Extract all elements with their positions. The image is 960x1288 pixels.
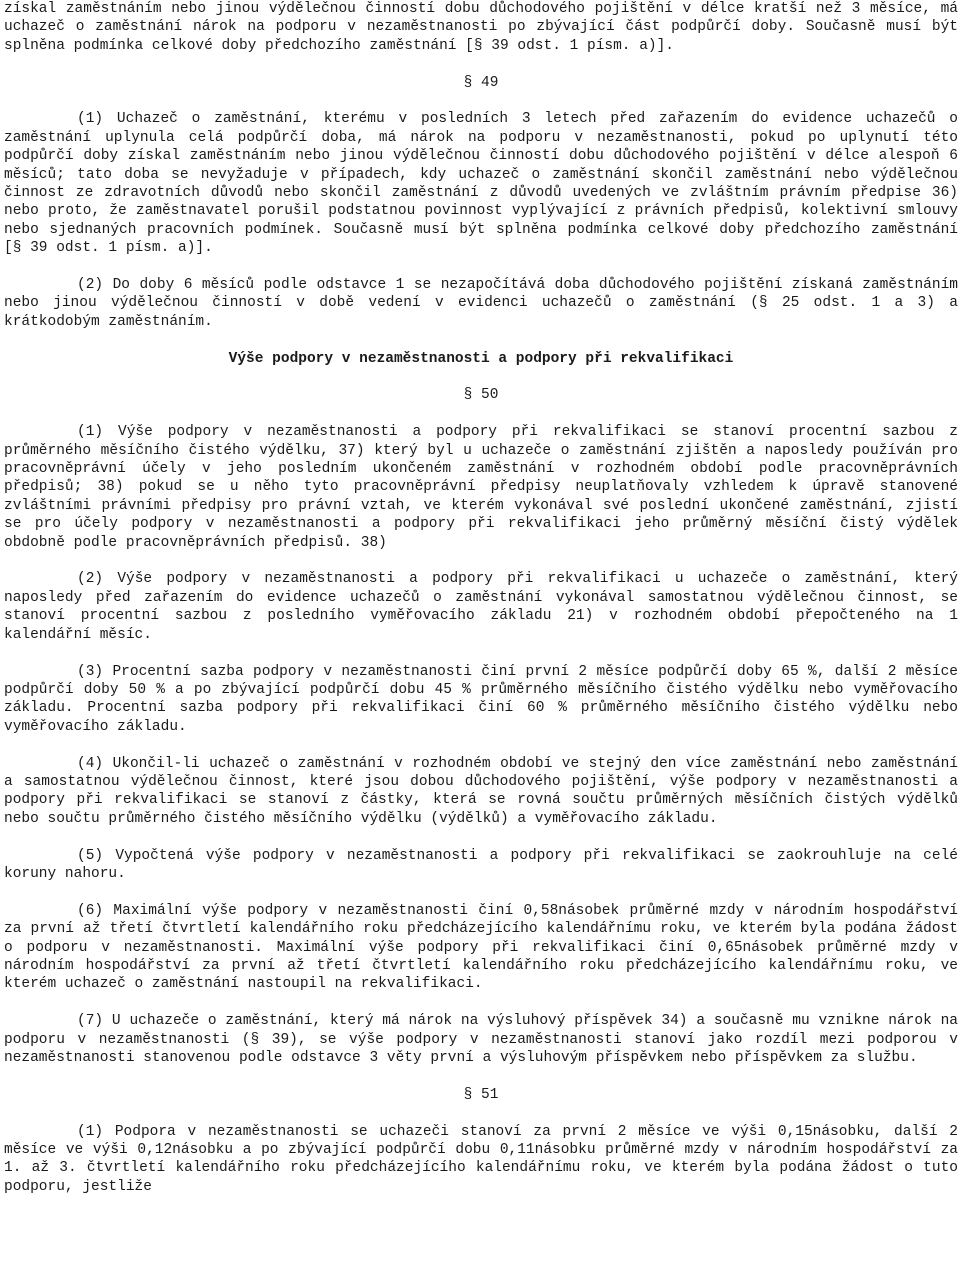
document-page bbox=[4, 0, 958, 1196]
paragraph-49-1: (1) Uchazeč o zaměstnání, kterému v posledních 3 letech před zařazením do evidence uchazečů o zaměstnání uplynula celá podpůrčí doba, má nárok na podporu v nezaměstnanosti, pokud po uplynutí této podpůrčí doby získal zaměstnáním nebo jinou výdělečnou činností dobu důchodového pojištění v délce alespoň 6 měsíců; tato doba se nevyžaduje v případech, kdy uchazeč o zaměstnání skončil zaměstnání nebo výdělečnou činnost ze zdravotních důvodů nebo skončil zaměstnání z důvodů uvedených ve zvláštním právním předpise 36) nebo proto, že zaměstnavatel porušil podstatnou povinnost vyplývající z právních předpisů, kolektivní smlouvy nebo sjednaných pracovních podmínek. Současně musí být splněna podmínka celkové doby předchozího zaměstnání [§ 39 odst. 1 písm. a)]. bbox=[4, 111, 958, 257]
paragraph-49-2: (2) Do doby 6 měsíců podle odstavce 1 se nezapočítává doba důchodového pojištění získaná zaměstnáním nebo jinou výdělečnou činností v době vedení v evidenci uchazečů o zaměstnání (§ 25 odst. 1 a 3) a krátkodobým zaměstnáním. bbox=[4, 277, 958, 330]
paragraph-50-7: (7) U uchazeče o zaměstnání, který má nárok na výsluhový příspěvek 34) a současně mu vznikne nárok na podporu v nezaměstnanosti (§ 39), se výše podpory v nezaměstnanosti stanoví jako rozdíl mezi podporou v nezaměstnanosti stanovenou podle odstavce 3 věty první a výsluhovým příspěvkem nebo příspěvkem za službu. bbox=[4, 1013, 958, 1066]
paragraph-50-2: (2) Výše podpory v nezaměstnanosti a podpory při rekvalifikaci u uchazeče o zaměstnání, který naposledy před zařazením do evidence uchazečů o zaměstnání vykonával samostatnou výdělečnou činnost, se stanoví procentní sazbou z posledního vyměřovacího základu 21) v rozhodném období přepočteného na 1 kalendářní měsíc. bbox=[4, 571, 958, 643]
section-heading-51: § 51 bbox=[463, 1086, 499, 1103]
paragraph-50-6: (6) Maximální výše podpory v nezaměstnanosti činí 0,58násobek průměrné mzdy v národním hospodářství za první až třetí čtvrtletí kalendářního roku předcházejícího kalendářnímu roku, ve kterém byla podána žádost o podporu v nezaměstnanosti. Maximální výše podpory při rekvalifikaci činí 0,65násobek průměrné mzdy v národním hospodářství za první až třetí čtvrtletí kalendářního roku předcházejícího kalendářnímu roku, ve kterém uchazeč o zaměstnání nastoupil na rekvalifikaci. bbox=[4, 902, 958, 993]
section-heading-49: § 49 bbox=[463, 74, 499, 91]
paragraph-50-5: (5) Vypočtená výše podpory v nezaměstnanosti a podpory při rekvalifikaci se zaokrouhluje na celé koruny nahoru. bbox=[4, 847, 958, 882]
paragraph-50-1: (1) Výše podpory v nezaměstnanosti a podpory při rekvalifikaci se stanoví procentní sazbou z průměrného měsíčního čistého výdělku, 37) který byl u uchazeče o zaměstnání zjištěn a naposledy používán pro pracovněprávní účely v jeho posledním ukončeném zaměstnání v rozhodném období podle pracovněprávních předpisů; 38) pokud se u něho tyto pracovněprávní předpisy neuplatňovaly vzhledem k úpravě stanovené zvláštními právními předpisy pro právní vztah, ve kterém vykonával své poslední ukončené zaměstnání, zjistí se pro účely podpory v nezaměstnanosti a podpory při rekvalifikaci jeho průměrný měsíční čistý výdělek obdobně podle pracovněprávních předpisů. 38) bbox=[4, 424, 958, 551]
section-heading-50: § 50 bbox=[463, 387, 499, 404]
paragraph-50-4: (4) Ukončil-li uchazeč o zaměstnání v rozhodném období ve stejný den více zaměstnání nebo zaměstnání a samostatnou výdělečnou činnost, které jsou dobou důchodového pojištění, výše podpory v nezaměstnanosti a podpory při rekvalifikaci se stanoví z částky, která se rovná součtu průměrných měsíčních čistých výdělků nebo součtu průměrného čistého měsíčního výdělku (výdělků) a vyměřovacího základu. bbox=[4, 755, 958, 827]
paragraph-50-3: (3) Procentní sazba podpory v nezaměstnanosti činí první 2 měsíce podpůrčí doby 65 %, další 2 měsíce podpůrčí doby 50 % a po zbývající podpůrčí dobu 45 % průměrného měsíčního čistého výdělku nebo vyměřovacího základu. Procentní sazba podpory při rekvalifikaci činí 60 % průměrného měsíčního čistého výdělku nebo vyměřovacího základu. bbox=[4, 663, 958, 735]
chapter-title: Výše podpory v nezaměstnanosti a podpory při rekvalifikaci bbox=[228, 350, 734, 367]
intro-paragraph: získal zaměstnáním nebo jinou výdělečnou činností dobu důchodového pojištění v délce kratší než 3 měsíce, má uchazeč o zaměstnání nárok na podporu v nezaměstnanosti po zbývající část podpůrčí doby. Současně musí být splněna podmínka celkové doby předchozího zaměstnání [§ 39 odst. 1 písm. a)]. bbox=[4, 1, 958, 54]
paragraph-51-1: (1) Podpora v nezaměstnanosti se uchazeči stanoví za první 2 měsíce ve výši 0,15násobku, další 2 měsíce ve výši 0,12násobku a po zbývající podpůrčí dobu 0,11násobku průměrné mzdy v národním hospodářství za 1. až 3. čtvrtletí kalendářního roku předcházejícího kalendářnímu roku, ve kterém byla podána žádost o tuto podporu, jestliže bbox=[4, 1123, 958, 1195]
